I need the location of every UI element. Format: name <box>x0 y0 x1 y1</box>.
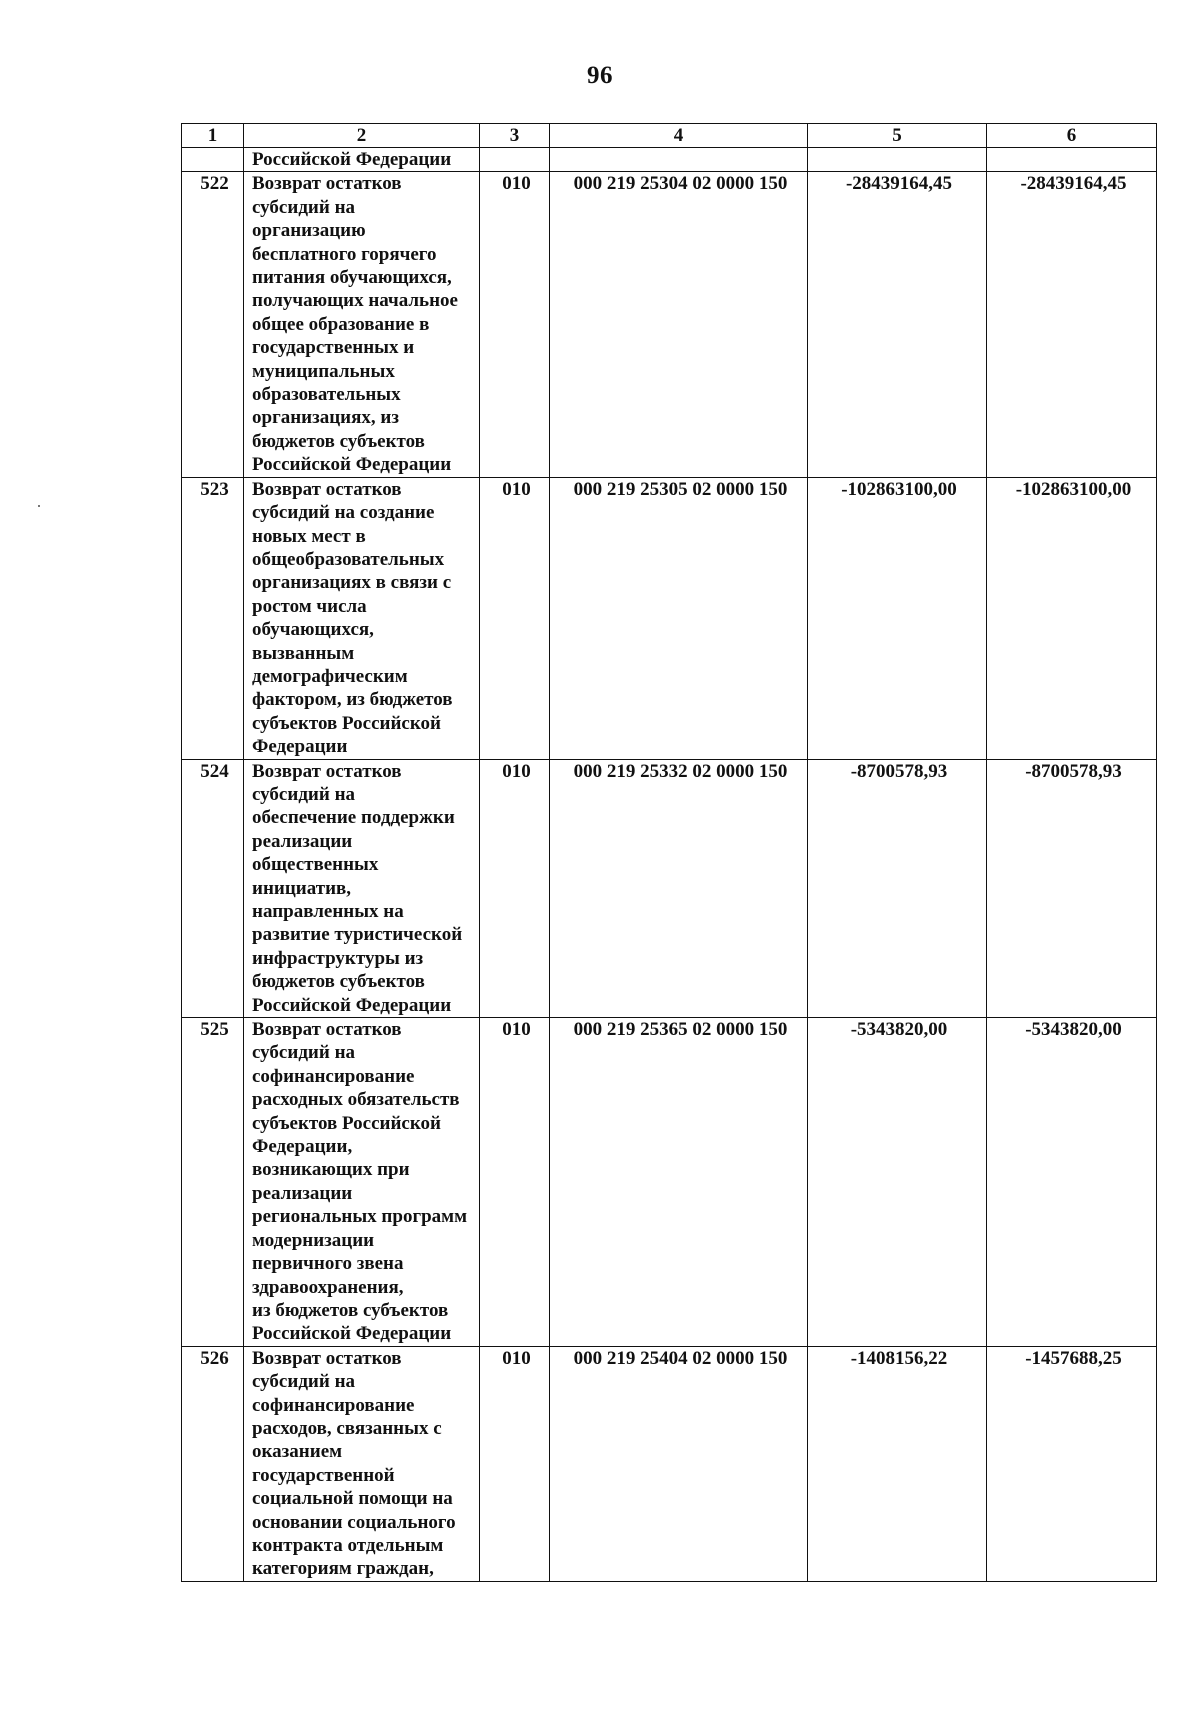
row-name: Возврат остатков субсидий на создание новых мест в общеобразовательных организациях в связи с ростом числа обучающихся, вызванным демографическим фактором, из бюджетов субъектов Российской Федерации <box>244 477 480 759</box>
scan-speck <box>38 505 40 507</box>
row-number: 526 <box>182 1346 244 1581</box>
row-value-6: -5343820,00 <box>987 1018 1157 1347</box>
header-col-5: 5 <box>808 124 987 148</box>
row-value-5 <box>808 148 987 172</box>
header-col-1: 1 <box>182 124 244 148</box>
row-name: Возврат остатков субсидий на обеспечение поддержки реализации общественных инициатив, направленных на развитие туристической инфраструктуры из бюджетов субъектов Российской Федерации <box>244 759 480 1017</box>
row-kbk: 000 219 25305 02 0000 150 <box>550 477 808 759</box>
row-code: 010 <box>480 1346 550 1581</box>
row-value-6: -102863100,00 <box>987 477 1157 759</box>
row-number: 524 <box>182 759 244 1017</box>
table-row <box>182 759 1157 1017</box>
row-value-5: -102863100,00 <box>808 477 987 759</box>
header-col-2: 2 <box>244 124 480 148</box>
row-value-5: -8700578,93 <box>808 759 987 1017</box>
header-col-4: 4 <box>550 124 808 148</box>
header-col-3: 3 <box>480 124 550 148</box>
row-kbk: 000 219 25404 02 0000 150 <box>550 1346 808 1581</box>
header-col-6: 6 <box>987 124 1157 148</box>
row-value-6: -28439164,45 <box>987 172 1157 477</box>
row-kbk: 000 219 25304 02 0000 150 <box>550 172 808 477</box>
row-code: 010 <box>480 1018 550 1347</box>
row-value-5: -1408156,22 <box>808 1346 987 1581</box>
page-number: 96 <box>587 62 613 89</box>
budget-table <box>181 123 1157 1582</box>
row-value-5: -5343820,00 <box>808 1018 987 1347</box>
table-row <box>182 172 1157 477</box>
row-code <box>480 148 550 172</box>
row-value-6 <box>987 148 1157 172</box>
row-value-6: -8700578,93 <box>987 759 1157 1017</box>
row-kbk <box>550 148 808 172</box>
row-code: 010 <box>480 172 550 477</box>
row-name: Возврат остатков субсидий на софинансирование расходных обязательств субъектов Российской Федерации, возникающих при реализации региональных программ модернизации первичного звена здравоохранения, из бюджетов субъектов Российской Федерации <box>244 1018 480 1347</box>
row-code: 010 <box>480 477 550 759</box>
table-row-continuation <box>182 148 1157 172</box>
row-name: Возврат остатков субсидий на организацию бесплатного горячего питания обучающихся, получающих начальное общее образование в государственных и муниципальных образовательных организациях, из бюджетов субъектов Российской Федерации <box>244 172 480 477</box>
row-number: 522 <box>182 172 244 477</box>
table-row <box>182 1346 1157 1581</box>
row-kbk: 000 219 25332 02 0000 150 <box>550 759 808 1017</box>
row-number <box>182 148 244 172</box>
row-number: 525 <box>182 1018 244 1347</box>
table-header <box>182 124 1157 148</box>
row-value-6: -1457688,25 <box>987 1346 1157 1581</box>
row-name: Российской Федерации <box>244 148 480 172</box>
row-code: 010 <box>480 759 550 1017</box>
row-name: Возврат остатков субсидий на софинансирование расходов, связанных с оказанием государственной социальной помощи на основании социального контракта отдельным категориям граждан, <box>244 1346 480 1581</box>
row-number: 523 <box>182 477 244 759</box>
row-value-5: -28439164,45 <box>808 172 987 477</box>
table-row <box>182 1018 1157 1347</box>
table-body <box>182 148 1157 1582</box>
header-row <box>182 124 1157 148</box>
row-kbk: 000 219 25365 02 0000 150 <box>550 1018 808 1347</box>
table-row <box>182 477 1157 759</box>
